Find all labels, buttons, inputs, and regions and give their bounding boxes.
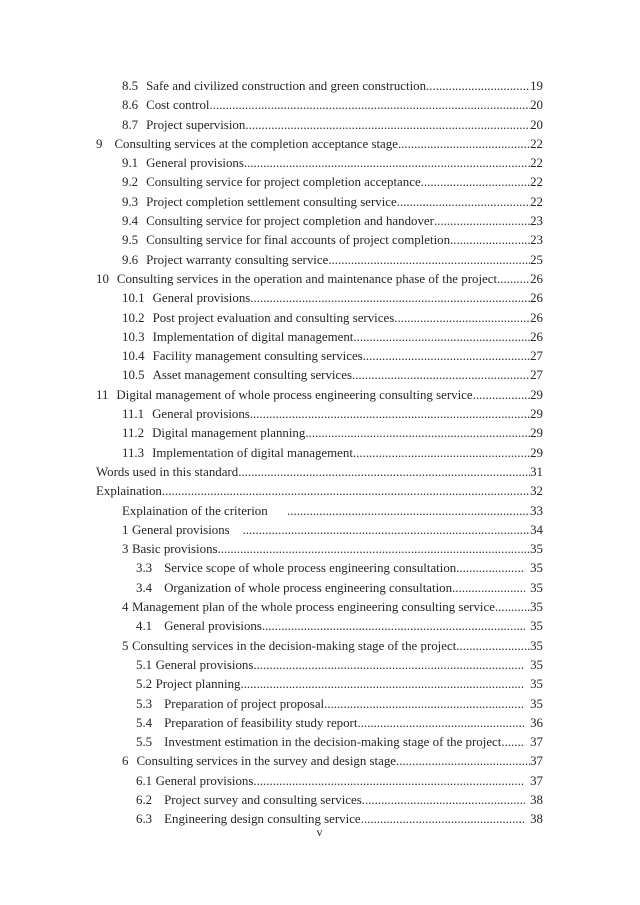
dot-leader [253, 772, 525, 791]
dot-leader [287, 502, 530, 521]
toc-entry[interactable] [96, 463, 543, 482]
toc-list [96, 77, 543, 830]
dot-leader [362, 791, 525, 810]
toc-entry[interactable] [96, 772, 543, 791]
dot-leader [456, 637, 530, 656]
dot-leader [253, 656, 525, 675]
toc-entry-page: 29 [530, 387, 543, 402]
toc-entry-number: 11.1 [122, 407, 145, 422]
toc-entry[interactable] [96, 656, 543, 675]
toc-entry[interactable] [96, 559, 543, 578]
toc-entry[interactable] [96, 579, 543, 598]
dot-leader [397, 193, 530, 212]
toc-entry-number: 8.5 [122, 79, 139, 93]
toc-entry-page: 35 [530, 677, 543, 692]
toc-entry[interactable] [96, 714, 543, 733]
toc-entry-number: 6.2 [136, 792, 153, 807]
dot-leader [497, 270, 530, 289]
toc-entry-title: Project planning [155, 677, 241, 692]
toc-entry-number: 9.3 [122, 194, 139, 209]
dot-leader [421, 173, 530, 192]
dot-leader [450, 231, 530, 250]
toc-entry-title: Implementation of digital management [152, 329, 354, 344]
toc-entry-number: 9.2 [122, 175, 139, 190]
toc-entry-page: 23 [530, 214, 543, 229]
toc-entry-number: 10.4 [122, 349, 145, 364]
toc-entry-page: 20 [530, 98, 543, 113]
toc-entry[interactable] [96, 212, 543, 231]
toc-entry-page: 36 [530, 715, 543, 730]
toc-entry-number: 5.5 [136, 735, 153, 750]
toc-entry-page: 26 [530, 291, 543, 306]
toc-entry-number: 5 [122, 638, 129, 653]
toc-entry-page: 27 [530, 349, 543, 364]
toc-entry-title: Organization of whole process engineering consultation [164, 580, 453, 595]
toc-entry-title: General provisions [146, 156, 244, 171]
toc-entry-title: Consulting services at the completion acceptance stage [114, 136, 398, 151]
dot-leader [328, 251, 530, 270]
toc-entry-number: 3.3 [136, 561, 153, 576]
toc-entry-number: 8.7 [122, 117, 139, 132]
toc-entry-title: General provisions [155, 773, 254, 788]
toc-entry[interactable] [96, 154, 543, 173]
toc-entry[interactable] [96, 521, 543, 540]
toc-entry-page: 38 [530, 792, 543, 807]
toc-entry-title: General provisions [131, 522, 243, 537]
toc-entry-page: 32 [530, 484, 543, 499]
toc-entry[interactable] [96, 502, 543, 521]
toc-entry[interactable] [96, 752, 543, 771]
toc-entry-title: Consulting service for project completion and handover [146, 214, 434, 229]
toc-entry[interactable] [96, 637, 543, 656]
dot-leader [353, 444, 530, 463]
toc-entry[interactable] [96, 116, 543, 135]
dot-leader [495, 598, 530, 617]
toc-entry-page: 25 [530, 252, 543, 267]
toc-entry[interactable] [96, 733, 543, 752]
toc-entry-title: Implementation of digital management [152, 445, 353, 460]
toc-entry-page: 20 [530, 117, 543, 132]
toc-entry-number: 9.6 [122, 252, 139, 267]
toc-entry-number: 6 [122, 754, 129, 769]
dot-leader [353, 328, 530, 347]
dot-leader [244, 154, 530, 173]
toc-entry-title: Post project evaluation and consulting services [152, 310, 395, 325]
toc-entry[interactable] [96, 231, 543, 250]
toc-entry-page: 29 [530, 407, 543, 422]
toc-entry-title: Consulting service for project completion acceptance [146, 175, 421, 190]
toc-entry-title: Project supervision [146, 117, 246, 132]
toc-entry-number: 11.3 [122, 445, 145, 460]
toc-entry[interactable] [96, 791, 543, 810]
toc-entry-number: 10 [96, 271, 109, 286]
toc-entry-page: 35 [530, 542, 543, 557]
toc-entry-title: Explaination of the criterion [122, 503, 288, 518]
toc-entry-page: 31 [530, 464, 543, 479]
toc-entry[interactable] [96, 309, 543, 328]
toc-entry[interactable] [96, 270, 543, 289]
toc-entry-title: General provisions [155, 657, 254, 672]
toc-entry-title: General provisions [164, 619, 262, 634]
toc-entry-number: 6.1 [136, 773, 153, 788]
toc-entry[interactable] [96, 173, 543, 192]
toc-entry-number: 1 [122, 522, 129, 537]
toc-entry-number: 9.1 [122, 156, 139, 171]
dot-leader [324, 695, 525, 714]
dot-leader [262, 617, 525, 636]
toc-entry-page: 26 [530, 271, 543, 286]
toc-entry-page: 22 [530, 194, 543, 209]
dot-leader [394, 309, 530, 328]
dot-leader [398, 135, 530, 154]
toc-entry-title: Digital management of whole process engineering consulting service [116, 387, 473, 402]
toc-entry-number: 4.1 [136, 619, 153, 634]
toc-entry[interactable] [96, 405, 543, 424]
dot-leader [305, 424, 530, 443]
toc-entry-page: 29 [530, 445, 543, 460]
dot-leader [396, 752, 530, 771]
toc-entry-page: 26 [530, 310, 543, 325]
toc-entry-number: 10.5 [122, 368, 145, 383]
dot-leader [473, 386, 531, 405]
dot-leader [426, 77, 530, 96]
dot-leader [245, 116, 530, 135]
toc-entry-title: General provisions [152, 407, 250, 422]
dot-leader [250, 405, 530, 424]
dot-leader [452, 579, 525, 598]
toc-entry[interactable] [96, 617, 543, 636]
toc-entry-title: Explaination [96, 484, 162, 499]
toc-entry[interactable] [96, 193, 543, 212]
toc-entry-number: 8.6 [122, 98, 139, 113]
toc-entry-number: 10.2 [122, 310, 145, 325]
toc-entry-page: 35 [530, 561, 543, 576]
toc-entry-page: 35 [530, 657, 543, 672]
toc-entry-title: Safe and civilized construction and green construction [146, 79, 427, 93]
toc-entry-title: Management plan of the whole process engineering consulting service [131, 600, 495, 615]
toc-entry-number: 9 [96, 136, 103, 151]
toc-entry-title: Preparation of project proposal [164, 696, 325, 711]
dot-leader [434, 212, 530, 231]
toc-entry[interactable] [96, 386, 543, 405]
toc-entry-page: 37 [530, 754, 543, 769]
toc-entry[interactable] [96, 695, 543, 714]
toc-entry-title: Project warranty consulting service [146, 252, 329, 267]
toc-entry[interactable] [96, 482, 543, 501]
toc-entry[interactable] [96, 135, 543, 154]
toc-entry[interactable] [96, 289, 543, 308]
toc-entry-page: 22 [530, 175, 543, 190]
toc-entry[interactable] [96, 424, 543, 443]
toc-entry-title: Consulting services in the decision-making stage of the project [131, 638, 457, 653]
dot-leader [363, 347, 530, 366]
toc-entry-page: 35 [530, 638, 543, 653]
toc-entry-number: 10.1 [122, 291, 145, 306]
toc-entry-title: Words used in this standard [96, 464, 239, 479]
toc-entry[interactable] [96, 347, 543, 366]
toc-entry[interactable] [96, 77, 543, 96]
toc-entry-title: Cost control [146, 98, 210, 113]
toc-entry-page: 35 [530, 580, 543, 595]
dot-leader [162, 482, 530, 501]
toc-entry[interactable] [96, 675, 543, 694]
toc-entry-title: Consulting services in the operation and maintenance phase of the project [116, 271, 498, 286]
toc-entry-title: Facility management consulting services [152, 349, 363, 364]
toc-entry-page: 35 [530, 696, 543, 711]
toc-entry-title: General provisions [152, 291, 251, 306]
toc-entry-title: Digital management planning [152, 426, 306, 441]
toc-entry-page: 33 [530, 503, 543, 518]
toc-entry-number: 10.3 [122, 329, 145, 344]
toc-entry-title: Asset management consulting services [152, 368, 352, 383]
toc-entry-number: 3.4 [136, 580, 153, 595]
toc-entry[interactable] [96, 366, 543, 385]
toc-entry-title: Project survey and consulting services [164, 792, 362, 807]
toc-entry-title: Basic provisions [131, 542, 218, 557]
toc-entry-title: Investment estimation in the decision-making stage of the project [164, 735, 502, 750]
toc-entry-title: Project completion settlement consulting service [146, 194, 397, 209]
toc-entry[interactable] [96, 251, 543, 270]
toc-entry-number: 4 [122, 600, 129, 615]
toc-entry-title: Consulting services in the survey and design stage [136, 754, 397, 769]
toc-entry-page: 19 [530, 79, 543, 93]
toc-entry-page: 29 [530, 426, 543, 441]
toc-entry[interactable] [96, 598, 543, 617]
toc-entry-page: 23 [530, 233, 543, 248]
dot-leader [250, 289, 530, 308]
toc-entry-page: 35 [530, 600, 543, 615]
toc-entry-title: Engineering design consulting service [164, 812, 361, 827]
toc-entry-number: 5.4 [136, 715, 153, 730]
toc-entry-number: 5.3 [136, 696, 153, 711]
toc-entry-page: 35 [530, 619, 543, 634]
dot-leader [243, 521, 531, 540]
toc-entry[interactable] [96, 540, 543, 559]
footer-page-number: v [316, 825, 323, 839]
toc-entry-number: 9.5 [122, 233, 139, 248]
page-footer [96, 825, 543, 840]
toc-entry-title: Consulting service for final accounts of project completion [146, 233, 451, 248]
dot-leader [218, 540, 531, 559]
dot-leader [238, 463, 530, 482]
toc-entry-title: Service scope of whole process engineering consultation [164, 561, 457, 576]
toc-entry-page: 27 [530, 368, 543, 383]
toc-entry-number: 11 [96, 387, 109, 402]
dot-leader [456, 559, 525, 578]
toc-entry[interactable] [96, 96, 543, 115]
toc-entry-number: 5.2 [136, 677, 153, 692]
toc-entry-number: 6.3 [136, 812, 153, 827]
dot-leader [210, 96, 531, 115]
dot-leader [501, 733, 525, 752]
toc-entry-number: 11.2 [122, 426, 145, 441]
toc-entry-page: 22 [530, 136, 543, 151]
toc-entry[interactable] [96, 328, 543, 347]
dot-leader [357, 714, 525, 733]
toc-entry[interactable] [96, 444, 543, 463]
toc-entry-title: Preparation of feasibility study report [164, 715, 358, 730]
dot-leader [352, 366, 530, 385]
toc-entry-number: 3 [122, 542, 129, 557]
toc-entry-page: 34 [530, 522, 543, 537]
dot-leader [240, 675, 525, 694]
toc-entry-page: 26 [530, 329, 543, 344]
toc-entry-page: 38 [530, 812, 543, 827]
toc-entry-page: 37 [530, 773, 543, 788]
toc-entry-page: 37 [530, 735, 543, 750]
toc-entry-number: 9.4 [122, 214, 139, 229]
toc-entry-number: 5.1 [136, 657, 153, 672]
toc-entry-page: 22 [530, 156, 543, 171]
